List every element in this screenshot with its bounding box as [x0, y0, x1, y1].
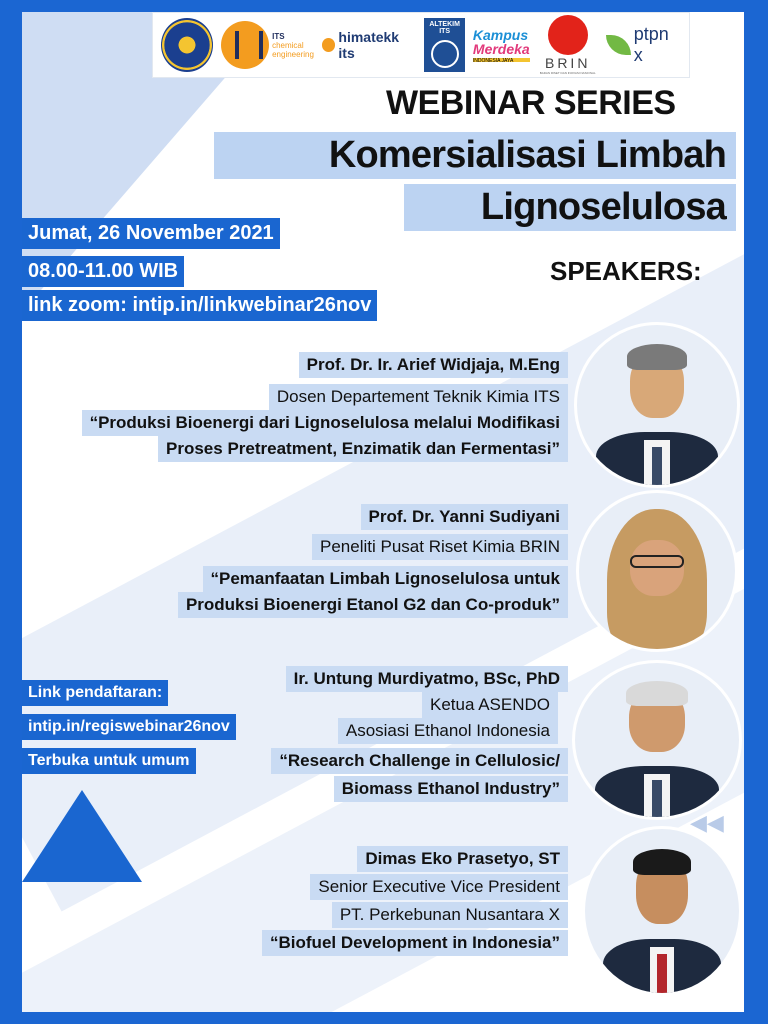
- speaker-4-role-line-2: PT. Perkebunan Nusantara X: [332, 902, 568, 928]
- registration-link[interactable]: intip.in/regiswebinar26nov: [22, 714, 236, 740]
- its-chem-text-3: engineering: [272, 49, 314, 59]
- speaker-1-talk-line-2: Proses Pretreatment, Enzimatik dan Fermentasi”: [158, 436, 568, 462]
- kampus-merdeka-logo: [473, 28, 530, 62]
- speaker-3-photo: [572, 660, 742, 820]
- himatekk-logo: [322, 29, 416, 61]
- altekim-text: ALTEKIM ITS: [429, 21, 460, 35]
- speaker-2-talk-line-1: “Pemanfaatan Limbah Lignoselulosa untuk: [203, 566, 569, 592]
- its-chem-text-1: ITS: [272, 31, 285, 41]
- speaker-2-glasses: [630, 555, 683, 567]
- speaker-1-name: Prof. Dr. Ir. Arief Widjaja, M.Eng: [299, 352, 568, 378]
- its-chem-text-2: chemical: [272, 40, 304, 50]
- decorative-triangle: [22, 790, 142, 882]
- speaker-3-role-line-2: Asosiasi Ethanol Indonesia: [338, 718, 558, 744]
- speaker-4-hair: [633, 849, 692, 875]
- speaker-4-tie: [657, 954, 666, 993]
- speaker-3-hair: [626, 681, 688, 706]
- merdeka-text: Merdeka: [472, 41, 530, 57]
- event-time: 08.00-11.00 WIB: [22, 256, 184, 287]
- speaker-1-role: Dosen Departement Teknik Kimia ITS: [269, 384, 568, 410]
- brin-icon: [548, 15, 588, 55]
- speaker-2-name: Prof. Dr. Yanni Sudiyani: [361, 504, 568, 530]
- speaker-1-talk-line-1: “Produksi Bioenergi dari Lignoselulosa melalui Modifikasi: [82, 410, 568, 436]
- main-title-line-2: Lignoselulosa: [404, 184, 736, 231]
- kampus-tag: INDONESIA JAYA: [473, 58, 530, 62]
- speaker-1-tie: [652, 447, 662, 485]
- speaker-4-role-line-1: Senior Executive Vice President: [310, 874, 568, 900]
- its-chemical-engineering-logo: [221, 21, 314, 69]
- its-seal-logo: [161, 18, 213, 72]
- registration-label: Link pendaftaran:: [22, 680, 168, 706]
- ptpn-text: ptpn x: [633, 24, 669, 65]
- zoom-link[interactable]: link zoom: intip.in/linkwebinar26nov: [22, 290, 377, 321]
- altekim-logo: [424, 18, 465, 72]
- main-title-line-1: Komersialisasi Limbah: [214, 132, 736, 179]
- ptpn-leaf-icon: [606, 35, 631, 55]
- speaker-2-talk-line-2: Produksi Bioenergi Etanol G2 dan Co-produk”: [178, 592, 568, 618]
- ptpn-logo: [606, 24, 681, 66]
- brin-logo: [538, 15, 598, 75]
- speaker-4-photo: [582, 826, 742, 996]
- registration-note: Terbuka untuk umum: [22, 748, 196, 774]
- speaker-2-face: [630, 540, 683, 596]
- logo-bar: [152, 12, 690, 78]
- speaker-4-talk: “Biofuel Development in Indonesia”: [262, 930, 568, 956]
- altekim-emblem-icon: [431, 40, 459, 68]
- himatekk-icon: [322, 38, 335, 52]
- brin-text: BRIN: [544, 55, 591, 71]
- speaker-3-role-line-1: Ketua ASENDO: [422, 692, 558, 718]
- speakers-heading: SPEAKERS:: [550, 256, 702, 286]
- its-chem-icon: [221, 21, 269, 69]
- speaker-3-talk-line-2: Biomass Ethanol Industry”: [334, 776, 568, 802]
- brin-subtext: BADAN RISET DAN INOVASI NASIONAL: [539, 71, 596, 75]
- webinar-series-title: WEBINAR SERIES: [386, 84, 676, 122]
- kampus-text: Kampus: [472, 27, 529, 43]
- event-date: Jumat, 26 November 2021: [22, 218, 280, 249]
- speaker-3-name: Ir. Untung Murdiyatmo, BSc, PhD: [286, 666, 568, 692]
- speaker-2-photo: [576, 490, 738, 652]
- chevron-left-icon: ◀◀: [690, 810, 724, 835]
- speaker-3-talk-line-1: “Research Challenge in Cellulosic/: [271, 748, 568, 774]
- speaker-4-name: Dimas Eko Prasetyo, ST: [357, 846, 568, 872]
- speaker-1-photo: [574, 322, 740, 488]
- himatekk-text: himatekk its: [338, 29, 400, 61]
- speaker-3-tie: [652, 780, 662, 817]
- speaker-2-role: Peneliti Pusat Riset Kimia BRIN: [312, 534, 568, 560]
- speaker-1-hair: [627, 344, 688, 370]
